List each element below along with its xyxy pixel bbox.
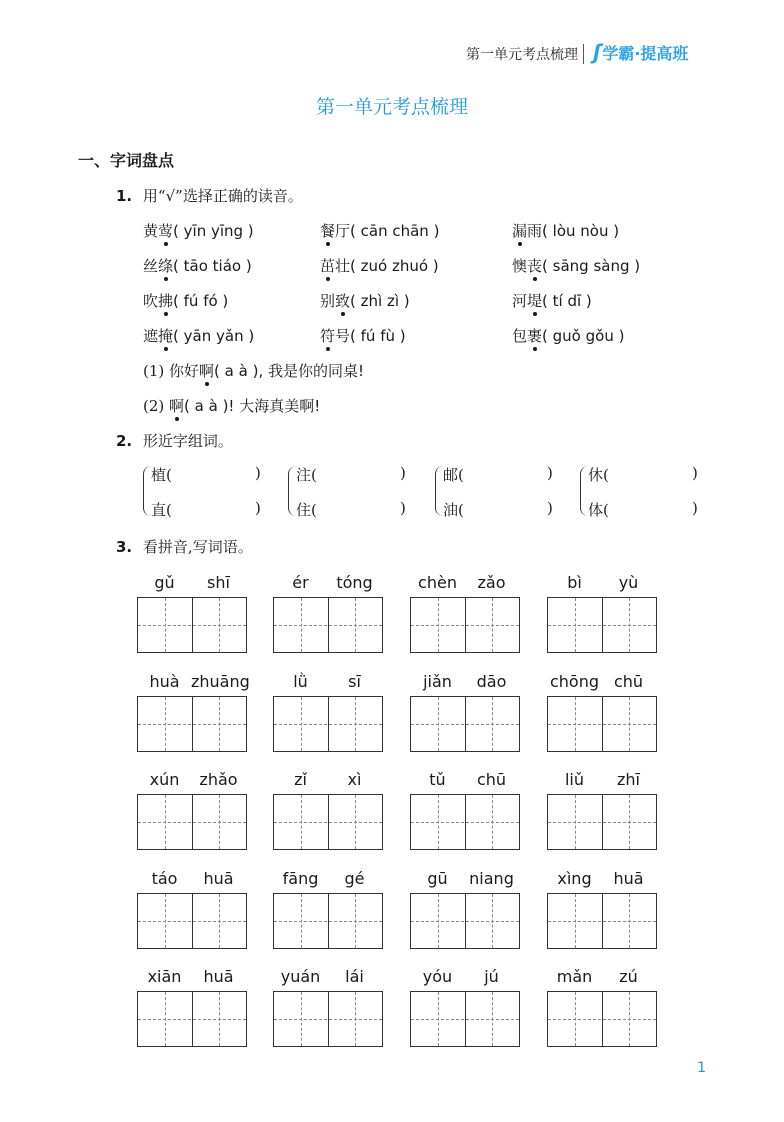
writing-grid[interactable] xyxy=(137,696,247,752)
pair-char: 邮( xyxy=(443,466,464,484)
grid-guide-line xyxy=(575,697,576,751)
grid-guide-line xyxy=(301,894,302,948)
answer-blank[interactable] xyxy=(604,466,692,486)
pronunciation-item xyxy=(143,255,252,276)
pinyin-options: ( fú fó ) xyxy=(173,292,229,310)
dotted-char: 丧 xyxy=(527,257,543,275)
grid-guide-line xyxy=(219,894,220,948)
grid-guide-line xyxy=(548,1019,656,1020)
pinyin-options: ( zuó zhuó ) xyxy=(350,257,439,275)
dotted-char: 啊 xyxy=(199,362,215,380)
pronunciation-item xyxy=(512,325,624,346)
answer-blank[interactable] xyxy=(312,466,400,486)
pair-char: 住( xyxy=(296,501,317,519)
sentence-2 xyxy=(143,395,320,416)
plain-char: 河 xyxy=(512,292,528,310)
pair-close: ) xyxy=(255,499,261,517)
dotted-char: 啊 xyxy=(169,397,185,415)
dotted-char: 漏 xyxy=(512,222,528,240)
pronunciation-item xyxy=(512,255,640,276)
pair-close: ) xyxy=(547,499,553,517)
writing-grid[interactable] xyxy=(410,794,520,850)
pinyin-options: ( guǒ gǒu ) xyxy=(542,327,625,345)
grid-guide-line xyxy=(411,921,519,922)
pair-close: ) xyxy=(692,464,698,482)
pinyin-syllable: zhuāng xyxy=(191,672,250,691)
question-3 xyxy=(116,536,253,557)
grid-guide-line xyxy=(438,598,439,652)
plain-char: 吹 xyxy=(143,292,159,310)
pinyin-syllable: gé xyxy=(344,869,365,888)
pinyin-syllable: chōng xyxy=(549,672,600,691)
pinyin-syllable: zhǎo xyxy=(199,770,238,789)
pinyin-syllable: zǐ xyxy=(294,770,307,789)
grid-guide-line xyxy=(492,795,493,849)
dotted-char: 符 xyxy=(320,327,336,345)
dotted-char: 茁 xyxy=(320,257,336,275)
header-divider xyxy=(583,44,584,64)
pair-close: ) xyxy=(255,464,261,482)
dotted-char: 餐 xyxy=(320,222,336,240)
plain-char: 号 xyxy=(335,327,351,345)
writing-grid[interactable] xyxy=(547,597,657,653)
grid-guide-line xyxy=(165,992,166,1046)
pinyin-syllable: zú xyxy=(619,967,638,986)
grid-guide-line xyxy=(301,992,302,1046)
grid-guide-line xyxy=(274,822,382,823)
grid-guide-line xyxy=(301,697,302,751)
pair-char: 植( xyxy=(151,466,172,484)
page-number: 1 xyxy=(697,1060,706,1076)
grid-guide-line xyxy=(301,598,302,652)
grid-guide-line xyxy=(548,625,656,626)
sentence-text: ( a à ), 我是你的同桌! xyxy=(214,362,364,380)
pair-char: 油( xyxy=(443,501,464,519)
pinyin-syllable: niang xyxy=(469,869,514,888)
grid-guide-line xyxy=(575,894,576,948)
grid-guide-line xyxy=(548,724,656,725)
grid-guide-line xyxy=(355,795,356,849)
pinyin-syllable: gǔ xyxy=(154,573,175,592)
pinyin-syllable: tóng xyxy=(336,573,373,592)
pinyin-syllable: chū xyxy=(613,672,644,691)
grid-guide-line xyxy=(438,795,439,849)
writing-grid[interactable] xyxy=(410,893,520,949)
writing-grid[interactable] xyxy=(547,991,657,1047)
sentence-1 xyxy=(143,360,364,381)
writing-grid[interactable] xyxy=(547,893,657,949)
plain-char: 黄 xyxy=(143,222,159,240)
grid-guide-line xyxy=(355,697,356,751)
writing-grid[interactable] xyxy=(273,893,383,949)
grid-guide-line xyxy=(629,795,630,849)
writing-grid[interactable] xyxy=(547,794,657,850)
pinyin-syllable: chèn xyxy=(418,573,457,592)
pinyin-syllable: jú xyxy=(484,967,499,986)
dotted-char: 莺 xyxy=(158,222,174,240)
grid-guide-line xyxy=(575,598,576,652)
grid-guide-line xyxy=(165,598,166,652)
grid-guide-line xyxy=(492,894,493,948)
pinyin-options: ( fú fù ) xyxy=(350,327,406,345)
pronunciation-item xyxy=(320,290,410,311)
grid-guide-line xyxy=(575,992,576,1046)
grid-guide-line xyxy=(219,697,220,751)
pinyin-syllable: zhī xyxy=(617,770,640,789)
answer-blank[interactable] xyxy=(312,501,400,521)
pronunciation-item xyxy=(143,290,228,311)
grid-guide-line xyxy=(629,598,630,652)
writing-grid[interactable] xyxy=(137,991,247,1047)
answer-blank[interactable] xyxy=(459,466,547,486)
grid-guide-line xyxy=(355,598,356,652)
pinyin-syllable: jiǎn xyxy=(423,672,452,691)
writing-grid[interactable] xyxy=(410,696,520,752)
dotted-char: 堤 xyxy=(527,292,543,310)
sentence-text: (1) 你好 xyxy=(143,362,200,380)
grid-guide-line xyxy=(548,921,656,922)
pinyin-syllable: ér xyxy=(292,573,309,592)
sentence-text: (2) xyxy=(143,397,170,415)
pinyin-options: ( lòu nòu ) xyxy=(542,222,620,240)
pinyin-syllable: huā xyxy=(203,967,234,986)
dotted-char: 掩 xyxy=(158,327,174,345)
dotted-char: 绦 xyxy=(158,257,174,275)
pinyin-syllable: táo xyxy=(151,869,178,888)
grid-guide-line xyxy=(165,894,166,948)
grid-guide-line xyxy=(138,625,246,626)
writing-grid[interactable] xyxy=(410,991,520,1047)
question-2 xyxy=(116,430,233,451)
pinyin-syllable: fāng xyxy=(282,869,319,888)
grid-guide-line xyxy=(138,822,246,823)
grid-guide-line xyxy=(355,992,356,1046)
grid-guide-line xyxy=(492,697,493,751)
pronunciation-item xyxy=(320,255,439,276)
pinyin-syllable: tǔ xyxy=(429,770,446,789)
grid-guide-line xyxy=(411,1019,519,1020)
pinyin-options: ( sāng sàng ) xyxy=(542,257,641,275)
grid-guide-line xyxy=(548,822,656,823)
grid-guide-line xyxy=(629,697,630,751)
grid-guide-line xyxy=(165,795,166,849)
plain-char: 别 xyxy=(320,292,336,310)
pair-close: ) xyxy=(547,464,553,482)
dotted-char: 裹 xyxy=(527,327,543,345)
plain-char: 丝 xyxy=(143,257,159,275)
pair-close: ) xyxy=(692,499,698,517)
answer-blank[interactable] xyxy=(604,501,692,521)
pinyin-syllable: xún xyxy=(149,770,180,789)
grid-guide-line xyxy=(411,625,519,626)
grid-guide-line xyxy=(438,894,439,948)
grid-guide-line xyxy=(274,1019,382,1020)
grid-guide-line xyxy=(575,795,576,849)
grid-guide-line xyxy=(138,1019,246,1020)
pinyin-syllable: xiān xyxy=(147,967,182,986)
sentence-text: ( a à )! 大海真美啊! xyxy=(184,397,321,415)
grid-guide-line xyxy=(219,598,220,652)
writing-grid[interactable] xyxy=(410,597,520,653)
grid-guide-line xyxy=(492,992,493,1046)
grid-guide-line xyxy=(411,822,519,823)
grid-guide-line xyxy=(138,921,246,922)
pinyin-syllable: huā xyxy=(203,869,234,888)
pinyin-syllable: chū xyxy=(476,770,507,789)
pinyin-syllable: bì xyxy=(567,573,582,592)
writing-grid[interactable] xyxy=(137,893,247,949)
header-section-title: 第一单元考点梳理 xyxy=(466,47,578,63)
pinyin-syllable: huà xyxy=(149,672,180,691)
pinyin-syllable: zǎo xyxy=(477,573,506,592)
page-title: 第一单元考点梳理 xyxy=(315,96,468,118)
writing-grid[interactable] xyxy=(273,597,383,653)
grid-guide-line xyxy=(438,697,439,751)
writing-grid[interactable] xyxy=(273,991,383,1047)
pair-char: 休( xyxy=(588,466,609,484)
grid-guide-line xyxy=(438,992,439,1046)
pinyin-options: ( tāo tiáo ) xyxy=(173,257,252,275)
writing-grid[interactable] xyxy=(273,794,383,850)
pinyin-syllable: gū xyxy=(427,869,448,888)
grid-guide-line xyxy=(629,894,630,948)
pinyin-syllable: yóu xyxy=(422,967,453,986)
question-1 xyxy=(116,185,303,206)
grid-guide-line xyxy=(219,992,220,1046)
writing-grid[interactable] xyxy=(137,794,247,850)
dotted-char: 拂 xyxy=(158,292,174,310)
dotted-char: 致 xyxy=(335,292,351,310)
grid-guide-line xyxy=(274,724,382,725)
pinyin-syllable: huā xyxy=(613,869,644,888)
answer-blank[interactable] xyxy=(459,501,547,521)
grid-guide-line xyxy=(274,921,382,922)
pair-char: 体( xyxy=(588,501,609,519)
plain-char: 雨 xyxy=(527,222,543,240)
question-prompt: 看拼音,写词语。 xyxy=(142,538,253,556)
pair-close: ) xyxy=(400,464,406,482)
pinyin-syllable: liǔ xyxy=(564,770,585,789)
pinyin-syllable: xì xyxy=(347,770,362,789)
pinyin-options: ( zhì zì ) xyxy=(350,292,410,310)
grid-guide-line xyxy=(219,795,220,849)
grid-guide-line xyxy=(301,795,302,849)
question-number: 2. xyxy=(116,432,133,450)
pinyin-syllable: shī xyxy=(207,573,230,592)
grid-guide-line xyxy=(138,724,246,725)
pronunciation-item xyxy=(143,220,254,241)
section-heading: 一、字词盘点 xyxy=(78,151,175,170)
pair-char: 直( xyxy=(151,501,172,519)
writing-grid[interactable] xyxy=(547,696,657,752)
plain-char: 壮 xyxy=(335,257,351,275)
plain-char: 厅 xyxy=(335,222,351,240)
header-logo xyxy=(593,40,688,64)
grid-guide-line xyxy=(274,625,382,626)
logo-text: 学霸·提高班 xyxy=(602,44,689,63)
logo-mark-icon: ʃ xyxy=(593,40,602,64)
pronunciation-item xyxy=(320,220,439,241)
plain-char: 遮 xyxy=(143,327,159,345)
pinyin-syllable: mǎn xyxy=(556,967,593,986)
pinyin-syllable: yù xyxy=(618,573,639,592)
pronunciation-item xyxy=(512,220,619,241)
pinyin-syllable: yuán xyxy=(280,967,321,986)
question-number: 1. xyxy=(116,187,133,205)
grid-guide-line xyxy=(411,724,519,725)
pronunciation-item xyxy=(320,325,406,346)
pinyin-options: ( yīn yīng ) xyxy=(173,222,254,240)
question-prompt: 用“√”选择正确的读音。 xyxy=(142,187,303,205)
pinyin-syllable: dāo xyxy=(476,672,507,691)
writing-grid[interactable] xyxy=(273,696,383,752)
pronunciation-item xyxy=(512,290,592,311)
pronunciation-item xyxy=(143,325,254,346)
writing-grid[interactable] xyxy=(137,597,247,653)
question-prompt: 形近字组词。 xyxy=(142,432,233,450)
answer-blank[interactable] xyxy=(167,501,255,521)
pair-close: ) xyxy=(400,499,406,517)
pinyin-options: ( tí dī ) xyxy=(542,292,592,310)
pinyin-options: ( cān chān ) xyxy=(350,222,440,240)
grid-guide-line xyxy=(165,697,166,751)
question-number: 3. xyxy=(116,538,133,556)
pinyin-syllable: xìng xyxy=(557,869,592,888)
pinyin-syllable: lǜ xyxy=(293,672,308,691)
grid-guide-line xyxy=(629,992,630,1046)
pinyin-syllable: lái xyxy=(345,967,364,986)
pinyin-options: ( yān yǎn ) xyxy=(173,327,255,345)
plain-char: 懊 xyxy=(512,257,528,275)
answer-blank[interactable] xyxy=(167,466,255,486)
pinyin-syllable: sī xyxy=(348,672,361,691)
pair-char: 注( xyxy=(296,466,317,484)
grid-guide-line xyxy=(492,598,493,652)
plain-char: 包 xyxy=(512,327,528,345)
grid-guide-line xyxy=(355,894,356,948)
